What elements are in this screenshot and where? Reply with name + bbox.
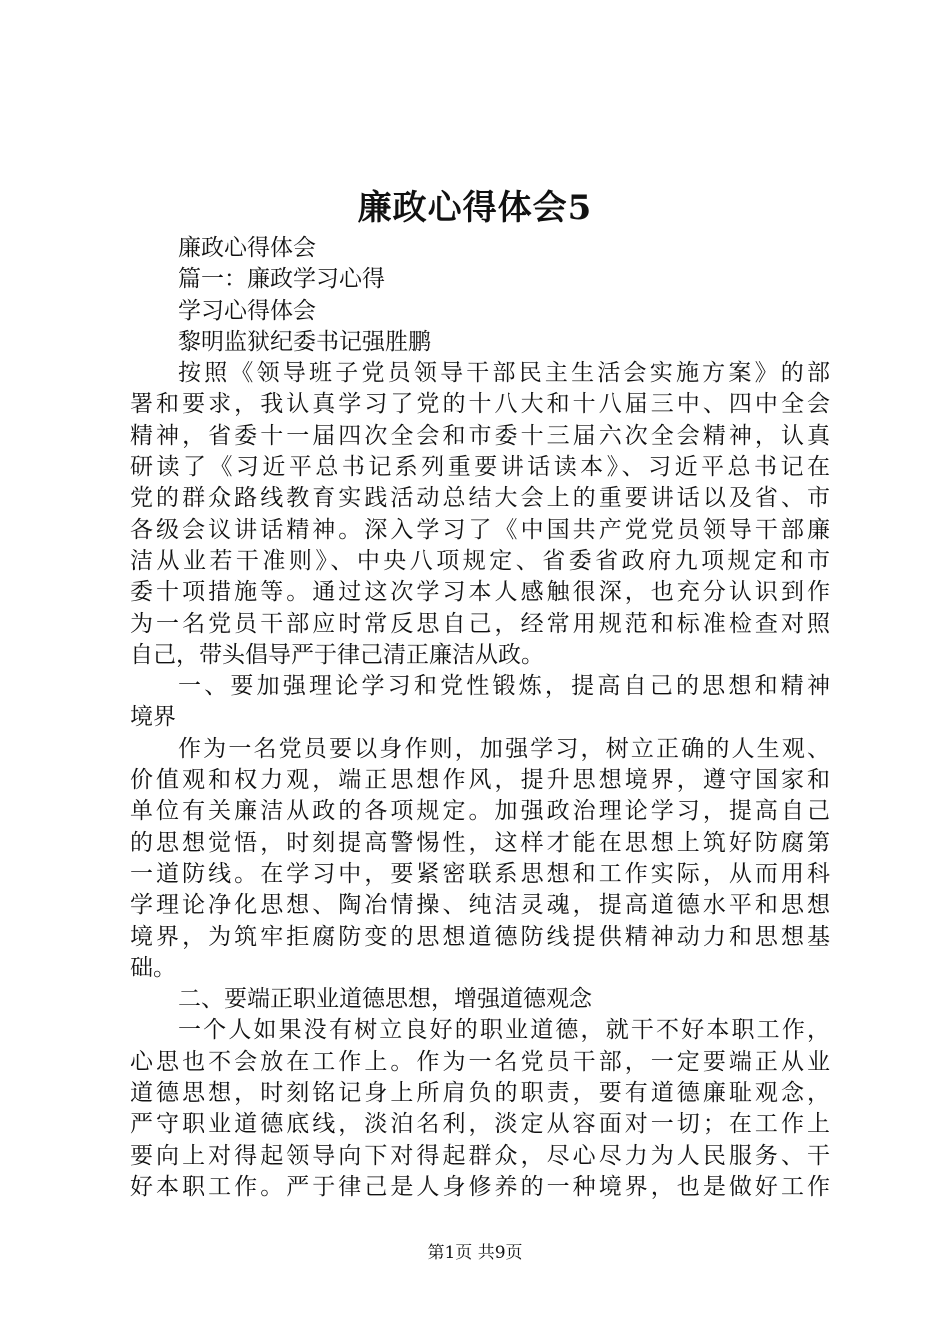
body-line: 研读了《习近平总书记系列重要讲话读本》、习近平总书记在 xyxy=(130,454,830,481)
body-line: 委十项措施等。通过这次学习本人感触很深，也充分认识到作 xyxy=(130,579,830,606)
body-line: 二、要端正职业道德思想，增强道德观念 xyxy=(178,986,592,1013)
body-line: 黎明监狱纪委书记强胜鹏 xyxy=(178,328,431,355)
body-line: 精神，省委十一届四次全会和市委十三届六次全会精神，认真 xyxy=(130,422,830,449)
body-line: 严守职业道德底线，淡泊名利，淡定从容面对一切；在工作上 xyxy=(130,1111,830,1138)
body-line: 党的群众路线教育实践活动总结大会上的重要讲话以及省、市 xyxy=(130,485,830,512)
body-line: 境界，为筑牢拒腐防变的思想道德防线提供精神动力和思想基 xyxy=(130,923,830,950)
body-line: 洁从业若干准则》、中央八项规定、省委省政府九项规定和市 xyxy=(130,547,830,574)
body-line: 自己，带头倡导严于律己清正廉洁从政。 xyxy=(130,641,544,668)
page-footer: 第1页 共9页 xyxy=(427,1243,523,1263)
body-line: 价值观和权力观，端正思想作风，提升思想境界，遵守国家和 xyxy=(130,767,830,794)
body-line: 为一名党员干部应时常反思自己，经常用规范和标准检查对照 xyxy=(130,610,830,637)
body-line: 学习心得体会 xyxy=(178,297,316,324)
body-line: 一个人如果没有树立良好的职业道德，就干不好本职工作， xyxy=(178,1017,830,1044)
body-line: 作为一名党员要以身作则，加强学习，树立正确的人生观、 xyxy=(178,735,830,762)
body-line: 篇一：廉政学习心得 xyxy=(178,266,385,293)
document-title: 廉政心得体会5 xyxy=(357,188,593,228)
body-line: 署和要求，我认真学习了党的十八大和十八届三中、四中全会 xyxy=(130,391,830,418)
body-line: 一、要加强理论学习和党性锻炼，提高自己的思想和精神 xyxy=(178,673,830,700)
body-line: 按照《领导班子党员领导干部民主生活会实施方案》的部 xyxy=(178,360,830,387)
body-line: 础。 xyxy=(130,954,176,981)
body-line: 学理论净化思想、陶冶情操、纯洁灵魂，提高道德水平和思想 xyxy=(130,892,830,919)
body-line: 一道防线。在学习中，要紧密联系思想和工作实际，从而用科 xyxy=(130,860,830,887)
body-line: 的思想觉悟，时刻提高警惕性，这样才能在思想上筑好防腐第 xyxy=(130,829,830,856)
document-body xyxy=(130,233,830,1203)
body-line: 好本职工作。严于律己是人身修养的一种境界，也是做好工作 xyxy=(130,1173,830,1200)
body-line: 心思也不会放在工作上。作为一名党员干部，一定要端正从业 xyxy=(130,1048,830,1075)
body-line: 要向上对得起领导向下对得起群众，尽心尽力为人民服务、干 xyxy=(130,1142,830,1169)
body-line: 道德思想，时刻铭记身上所肩负的职责，要有道德廉耻观念， xyxy=(130,1080,830,1107)
body-line: 各级会议讲话精神。深入学习了《中国共产党党员领导干部廉 xyxy=(130,516,830,543)
body-line: 单位有关廉洁从政的各项规定。加强政治理论学习，提高自己 xyxy=(130,798,830,825)
body-line: 廉政心得体会 xyxy=(178,235,316,261)
body-line: 境界 xyxy=(130,704,176,731)
